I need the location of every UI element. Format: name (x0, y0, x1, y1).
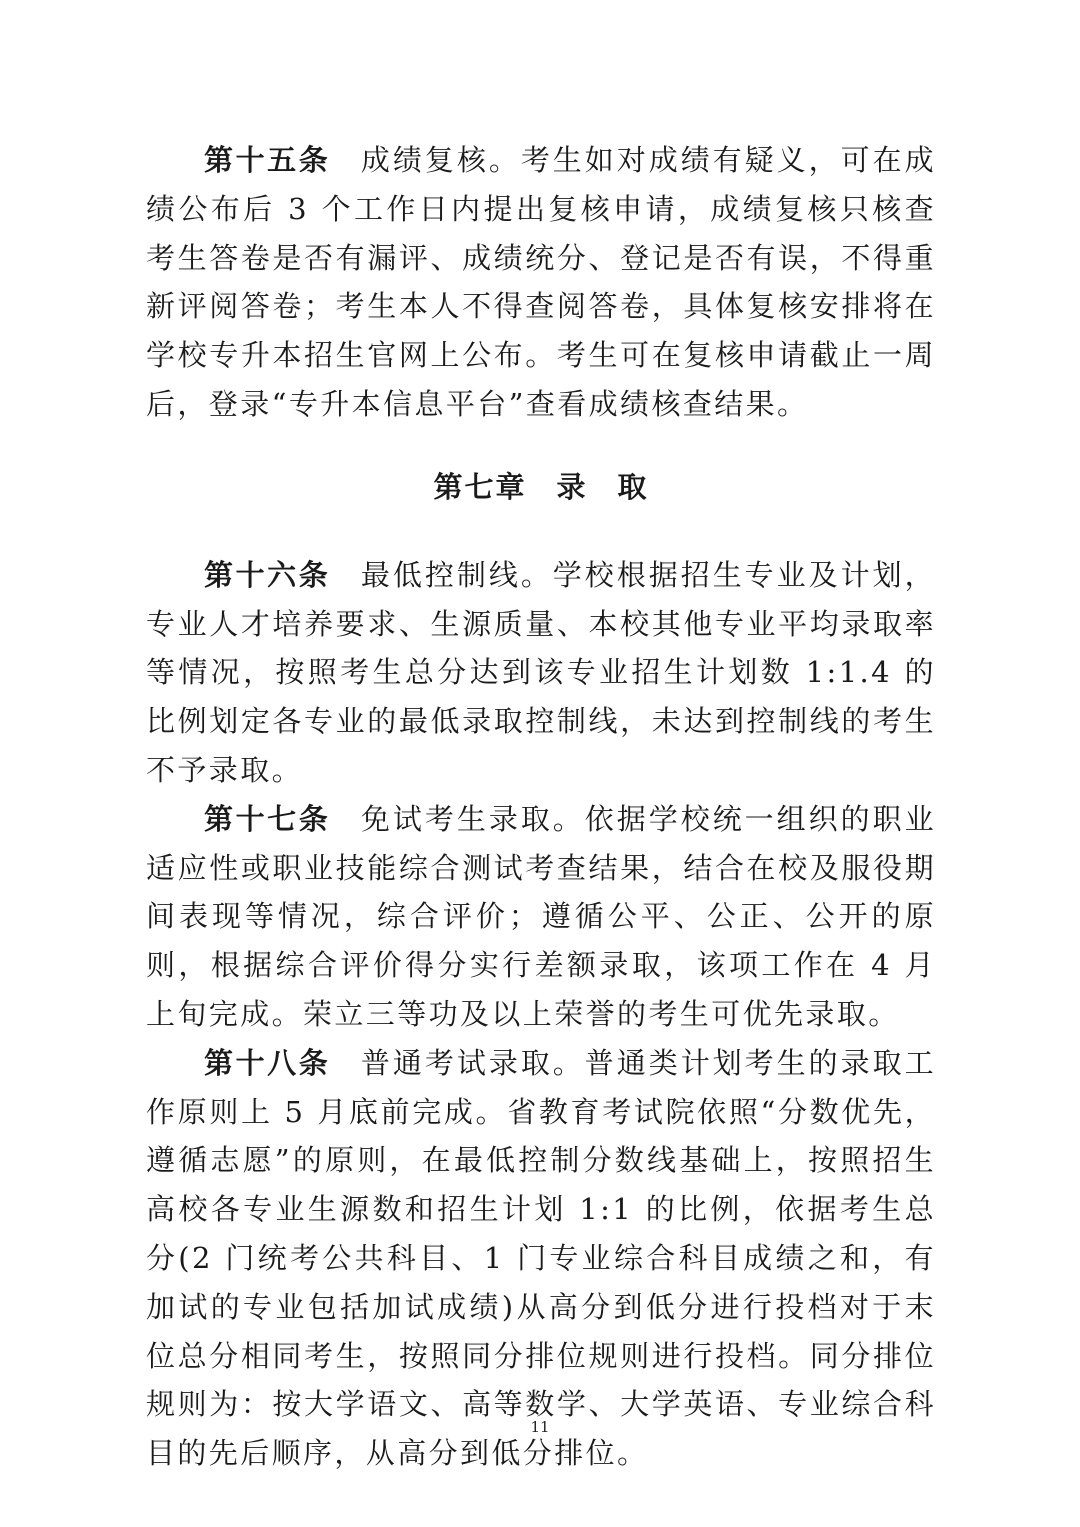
chapter-heading (146, 463, 936, 511)
article-16-text: 最低控制线。学校根据招生专业及计划，专业人才培养要求、生源质量、本校其他专业平均录取率等情况，按照考生总分达到该专业招生计划数 1:1.4 的比例划定各专业的最低录取控制线，未达到控制线的考生不予录取。 (146, 557, 936, 787)
document-body (146, 136, 936, 1478)
article-17 (146, 795, 936, 1039)
article-18-text: 普通考试录取。普通类计划考生的录取工作原则上 5 月底前完成。省教育考试院依照“分数优先，遵循志愿”的原则，在最低控制分数线基础上，按照招生高校各专业生源数和招生计划 1:1 的比例，依据考生总分(2 门统考公共科目、1 门专业综合科目成绩之和，有加试的专业包括加试成绩)从高分到低分进行投档对于末位总分相同考生，按照同分排位规则进行投档。同分排位规则为：按大学语文、高等数学、大学英语、专业综合科目的先后顺序，从高分到低分排位。 (146, 1045, 936, 1471)
article-15-text: 成绩复核。考生如对成绩有疑义，可在成绩公布后 3 个工作日内提出复核申请，成绩复核只核查考生答卷是否有漏评、成绩统分、登记是否有误，不得重新评阅答卷；考生本人不得查阅答卷，具体复核安排将在学校专升本招生官网上公布。考生可在复核申请截止一周后，登录“专升本信息平台”查看成绩核查结果。 (146, 143, 936, 421)
article-16 (146, 551, 936, 795)
article-16-title: 第十六条 (204, 557, 331, 592)
article-15 (146, 136, 936, 429)
article-17-text: 免试考生录取。依据学校统一组织的职业适应性或职业技能综合测试考查结果，结合在校及服役期间表现等情况，综合评价；遵循公平、公正、公开的原则，根据综合评价得分实行差额录取，该项工作在 4 月上旬完成。荣立三等功及以上荣誉的考生可优先录取。 (146, 801, 936, 1031)
article-17-title: 第十七条 (204, 801, 331, 836)
chapter-title-part2: 取 (617, 469, 649, 504)
article-15-title: 第十五条 (204, 143, 331, 177)
page-number: 11 (530, 1418, 550, 1436)
article-18-title: 第十八条 (204, 1045, 331, 1080)
chapter-number: 第七章 (433, 469, 527, 504)
article-18 (146, 1039, 936, 1478)
chapter-title-part1: 录 (556, 469, 588, 504)
